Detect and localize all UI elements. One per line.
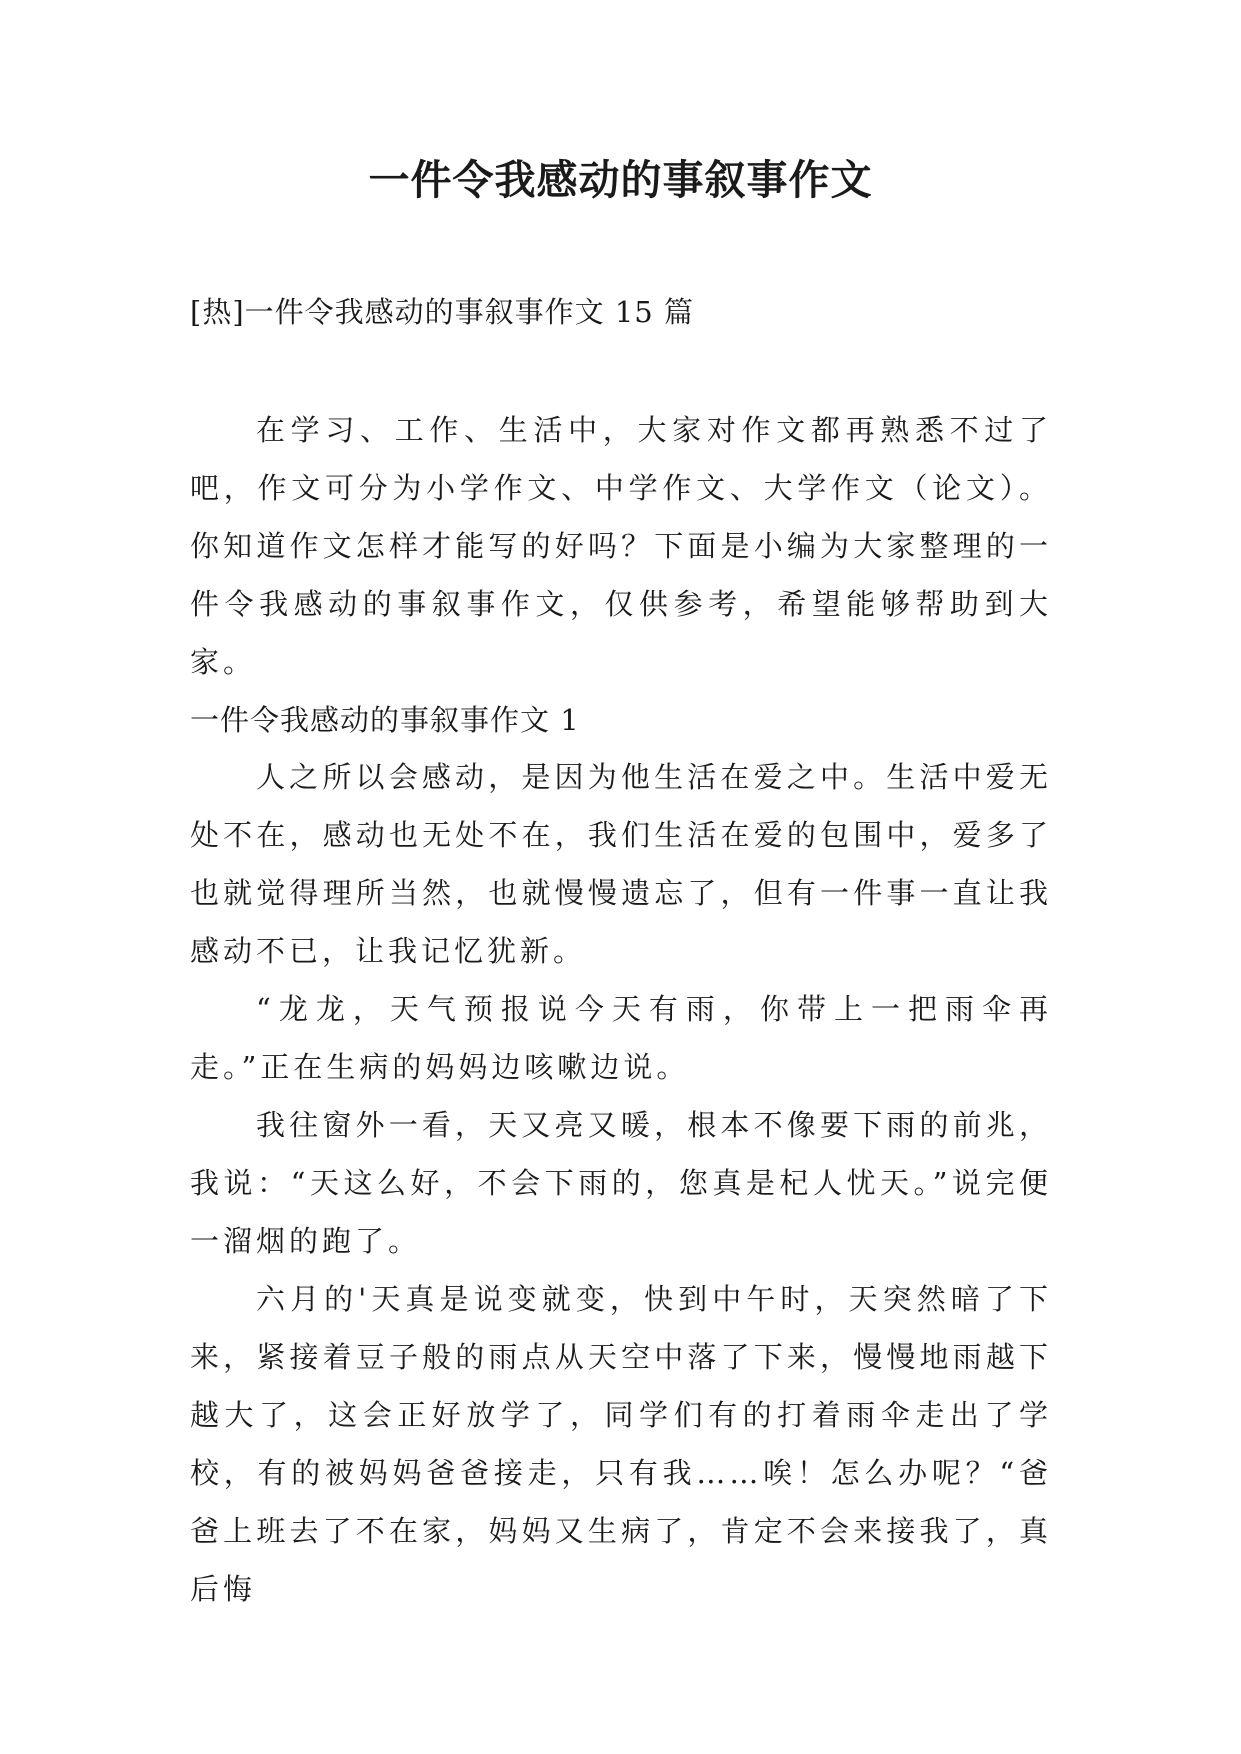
document-subtitle: [热]一件令我感动的事叙事作文 15 篇 [190,295,694,329]
section-heading: 一件令我感动的事叙事作文 1 [190,703,580,737]
story-paragraph: “龙龙，天气预报说今天有雨，你带上一把雨伞再走。”正在生病的妈妈边咳嗽边说。 [190,992,1052,1084]
story-paragraph: 我往窗外一看，天又亮又暖，根本不像要下雨的前兆，我说：“天这么好，不会下雨的，您真是杞人忧天。”说完便一溜烟的跑了。 [190,1108,1052,1258]
story-paragraph: 六月的'天真是说变就变，快到中午时，天突然暗了下来，紧接着豆子般的雨点从天空中落了下来，慢慢地雨越下越大了，这会正好放学了，同学们有的打着雨伞走出了学校，有的被妈妈爸爸接走，只有我……唉！怎么办呢？“爸爸上班去了不在家，妈妈又生病了，肯定不会来接我了，真后悔 [190,1282,1052,1606]
story-paragraph: 人之所以会感动，是因为他生活在爱之中。生活中爱无处不在，感动也无处不在，我们生活在爱的包围中，爱多了也就觉得理所当然，也就慢慢遗忘了，但有一件事一直让我感动不已，让我记忆犹新。 [190,760,1052,968]
document-title: 一件令我感动的事叙事作文 [368,156,873,204]
story-body [190,748,1052,1618]
intro-paragraph: 在学习、工作、生活中，大家对作文都再熟悉不过了吧，作文可分为小学作文、中学作文、大学作文（论文）。你知道作文怎样才能写的好吗？下面是小编为大家整理的一件令我感动的事叙事作文，仅供参考，希望能够帮助到大家。 [190,413,1052,679]
